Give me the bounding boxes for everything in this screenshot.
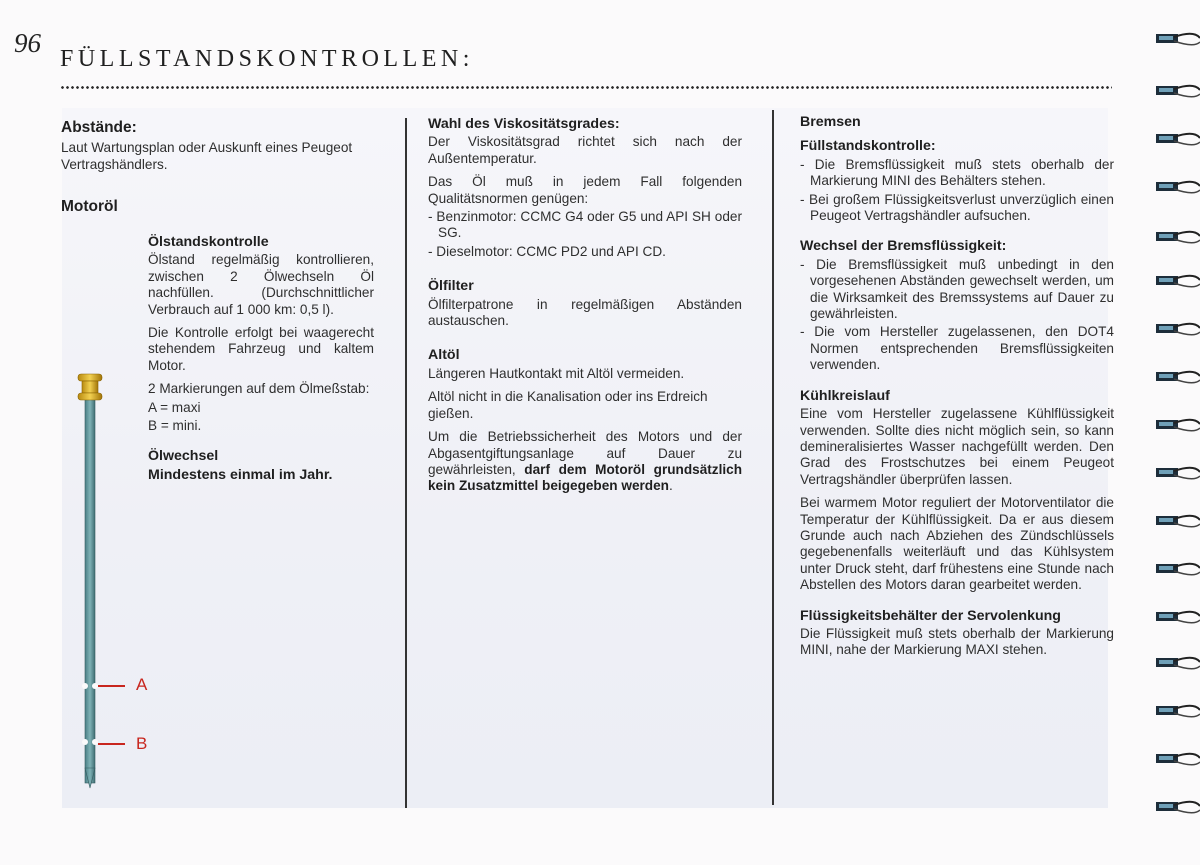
dipstick-label-a: A [136, 675, 148, 694]
norm-text: Das Öl muß in jedem Fall folgenden Qualitätsnormen genügen: [428, 174, 742, 206]
binding-ring [1154, 270, 1200, 296]
wechsel-heading: Wechsel der Bremsflüssigkeit: [800, 238, 1007, 255]
column-divider-1 [405, 118, 407, 808]
kuehl-text-1: Eine vom Hersteller zugelassene Kühlflüssigkeit verwenden. Sollte dies nicht möglich sein, so kann demineralisiertes Wasser nachgefüllt werden. Den Grad des Frostschutzes bei einem Peugeot Vertragshändler überprüfen lassen. [800, 406, 1114, 487]
altoel-heading: Altöl [428, 347, 460, 364]
binding-ring [1154, 700, 1200, 726]
fuell-bullet-1: - Die Bremsflüssigkeit muß stets oberhalb der Markierung MINI des Behälters stehen. [800, 156, 1114, 189]
binding-ring [1154, 652, 1200, 678]
title-dotted-rule [60, 86, 1112, 89]
binding-ring [1154, 606, 1200, 632]
wechsel-bullet-2: - Die vom Hersteller zugelassenen, den DOT4 Normen entsprechenden Bremsflüssigkeiten verwenden. [800, 324, 1114, 373]
kuehl-heading: Kühlkreislauf [800, 387, 890, 404]
binding-ring [1154, 176, 1200, 202]
binding-ring [1154, 28, 1200, 54]
binding-ring [1154, 558, 1200, 584]
visko-text: Der Viskositätsgrad richtet sich nach der Außentemperatur. [428, 134, 742, 166]
column-divider-2 [772, 110, 774, 805]
binding-ring [1154, 462, 1200, 488]
servo-heading: Flüssigkeitsbehälter der Servolenkung [800, 607, 1061, 624]
altoel-text-1: Längeren Hautkontakt mit Altöl vermeiden. [428, 365, 685, 381]
markierungen-text: 2 Markierungen auf dem Ölmeßstab: [148, 381, 370, 397]
kuehl-text-2: Bei warmem Motor reguliert der Motorventilator die Temperatur der Kühlflüssigkeit. Da er aus diesem Grunde auch nach Abziehen des Zündschlüssels gegebenenfalls weiterläuft und das Kühlsystem unter Druck steht, darf frühestens eine Stunde nach Abstellen des Motors daran gearbeitet werden. [800, 495, 1114, 593]
oelwechsel-text: Mindestens einmal im Jahr. [148, 466, 333, 483]
binding-ring [1154, 748, 1200, 774]
column-1-indented [148, 234, 374, 485]
fuell-bullet-2: - Bei großem Flüssigkeitsverlust unverzüglich einen Peugeot Vertragshändler aufsuchen. [800, 191, 1114, 224]
binding-ring [1154, 414, 1200, 440]
binding-ring [1154, 80, 1200, 106]
altoel-text-2: Altöl nicht in die Kanalisation oder ins Erdreich gießen. [428, 389, 708, 421]
page-title: FÜLLSTANDSKONTROLLEN: [60, 46, 474, 72]
filter-text: Ölfilterpatrone in regelmäßigen Abständen austauschen. [428, 296, 742, 329]
binding-ring [1154, 128, 1200, 154]
oelstand-text: Ölstand regelmäßig kontrollieren, zwischen 2 Ölwechseln Öl nachfüllen. (Durchschnittlicher Verbrauch auf 1 000 km: 0,5 l). [148, 252, 374, 317]
altoel-warning-bold: darf dem Motoröl grundsätzlich kein Zusatzmittel beigegeben werden [428, 461, 743, 494]
binding-ring [1154, 510, 1200, 536]
dipstick-label-b: B [136, 734, 148, 753]
mark-b-text: B = mini. [148, 418, 202, 434]
oelwechsel-heading: Ölwechsel [148, 448, 219, 465]
binding-ring [1154, 796, 1200, 822]
fuell-heading: Füllstandskontrolle: [800, 138, 936, 155]
wechsel-bullet-1: - Die Bremsflüssigkeit muß unbedingt in den vorgesehenen Abständen gewechselt werden, um die Wirksamkeit des Bremssystems auf Dauer zu gewährleisten. [800, 256, 1114, 322]
norm-benzin: - Benzinmotor: CCMC G4 oder G5 und API SH oder SG. [428, 209, 742, 241]
oelstand-heading: Ölstandskontrolle [148, 234, 269, 250]
dipstick-illustration [70, 368, 170, 798]
column-3 [800, 114, 1114, 666]
abstaende-heading: Abstände: [61, 119, 137, 136]
motoroel-heading: Motoröl [61, 198, 118, 216]
visko-heading: Wahl des Viskositätsgrades: [428, 116, 620, 132]
mark-a-text: A = maxi [148, 399, 201, 415]
binding-ring [1154, 226, 1200, 252]
norm-diesel: - Dieselmotor: CCMC PD2 und API CD. [428, 243, 666, 259]
bremsen-heading: Bremsen [800, 114, 861, 130]
page-number: 96 [14, 28, 41, 58]
column-1 [61, 120, 373, 220]
column-2 [428, 116, 742, 502]
altoel-text-3: Um die Betriebssicherheit des Motors und der Abgasentgiftungsanlage auf Dauer zu gewährleisten, darf dem Motoröl grundsätzlich kein Zusatzmittel beigegeben werden. [428, 429, 743, 494]
abstaende-text: Laut Wartungsplan oder Auskunft eines Peugeot Vertragshändlers. [61, 140, 353, 172]
servo-text: Die Flüssigkeit muß stets oberhalb der Markierung MINI, nahe der Markierung MAXI stehen. [800, 625, 1114, 658]
filter-heading: Ölfilter [428, 278, 474, 295]
binding-ring [1154, 366, 1200, 392]
binding-ring [1154, 318, 1200, 344]
kontrolle-text: Die Kontrolle erfolgt bei waagerecht stehendem Fahrzeug und kaltem Motor. [148, 325, 374, 373]
